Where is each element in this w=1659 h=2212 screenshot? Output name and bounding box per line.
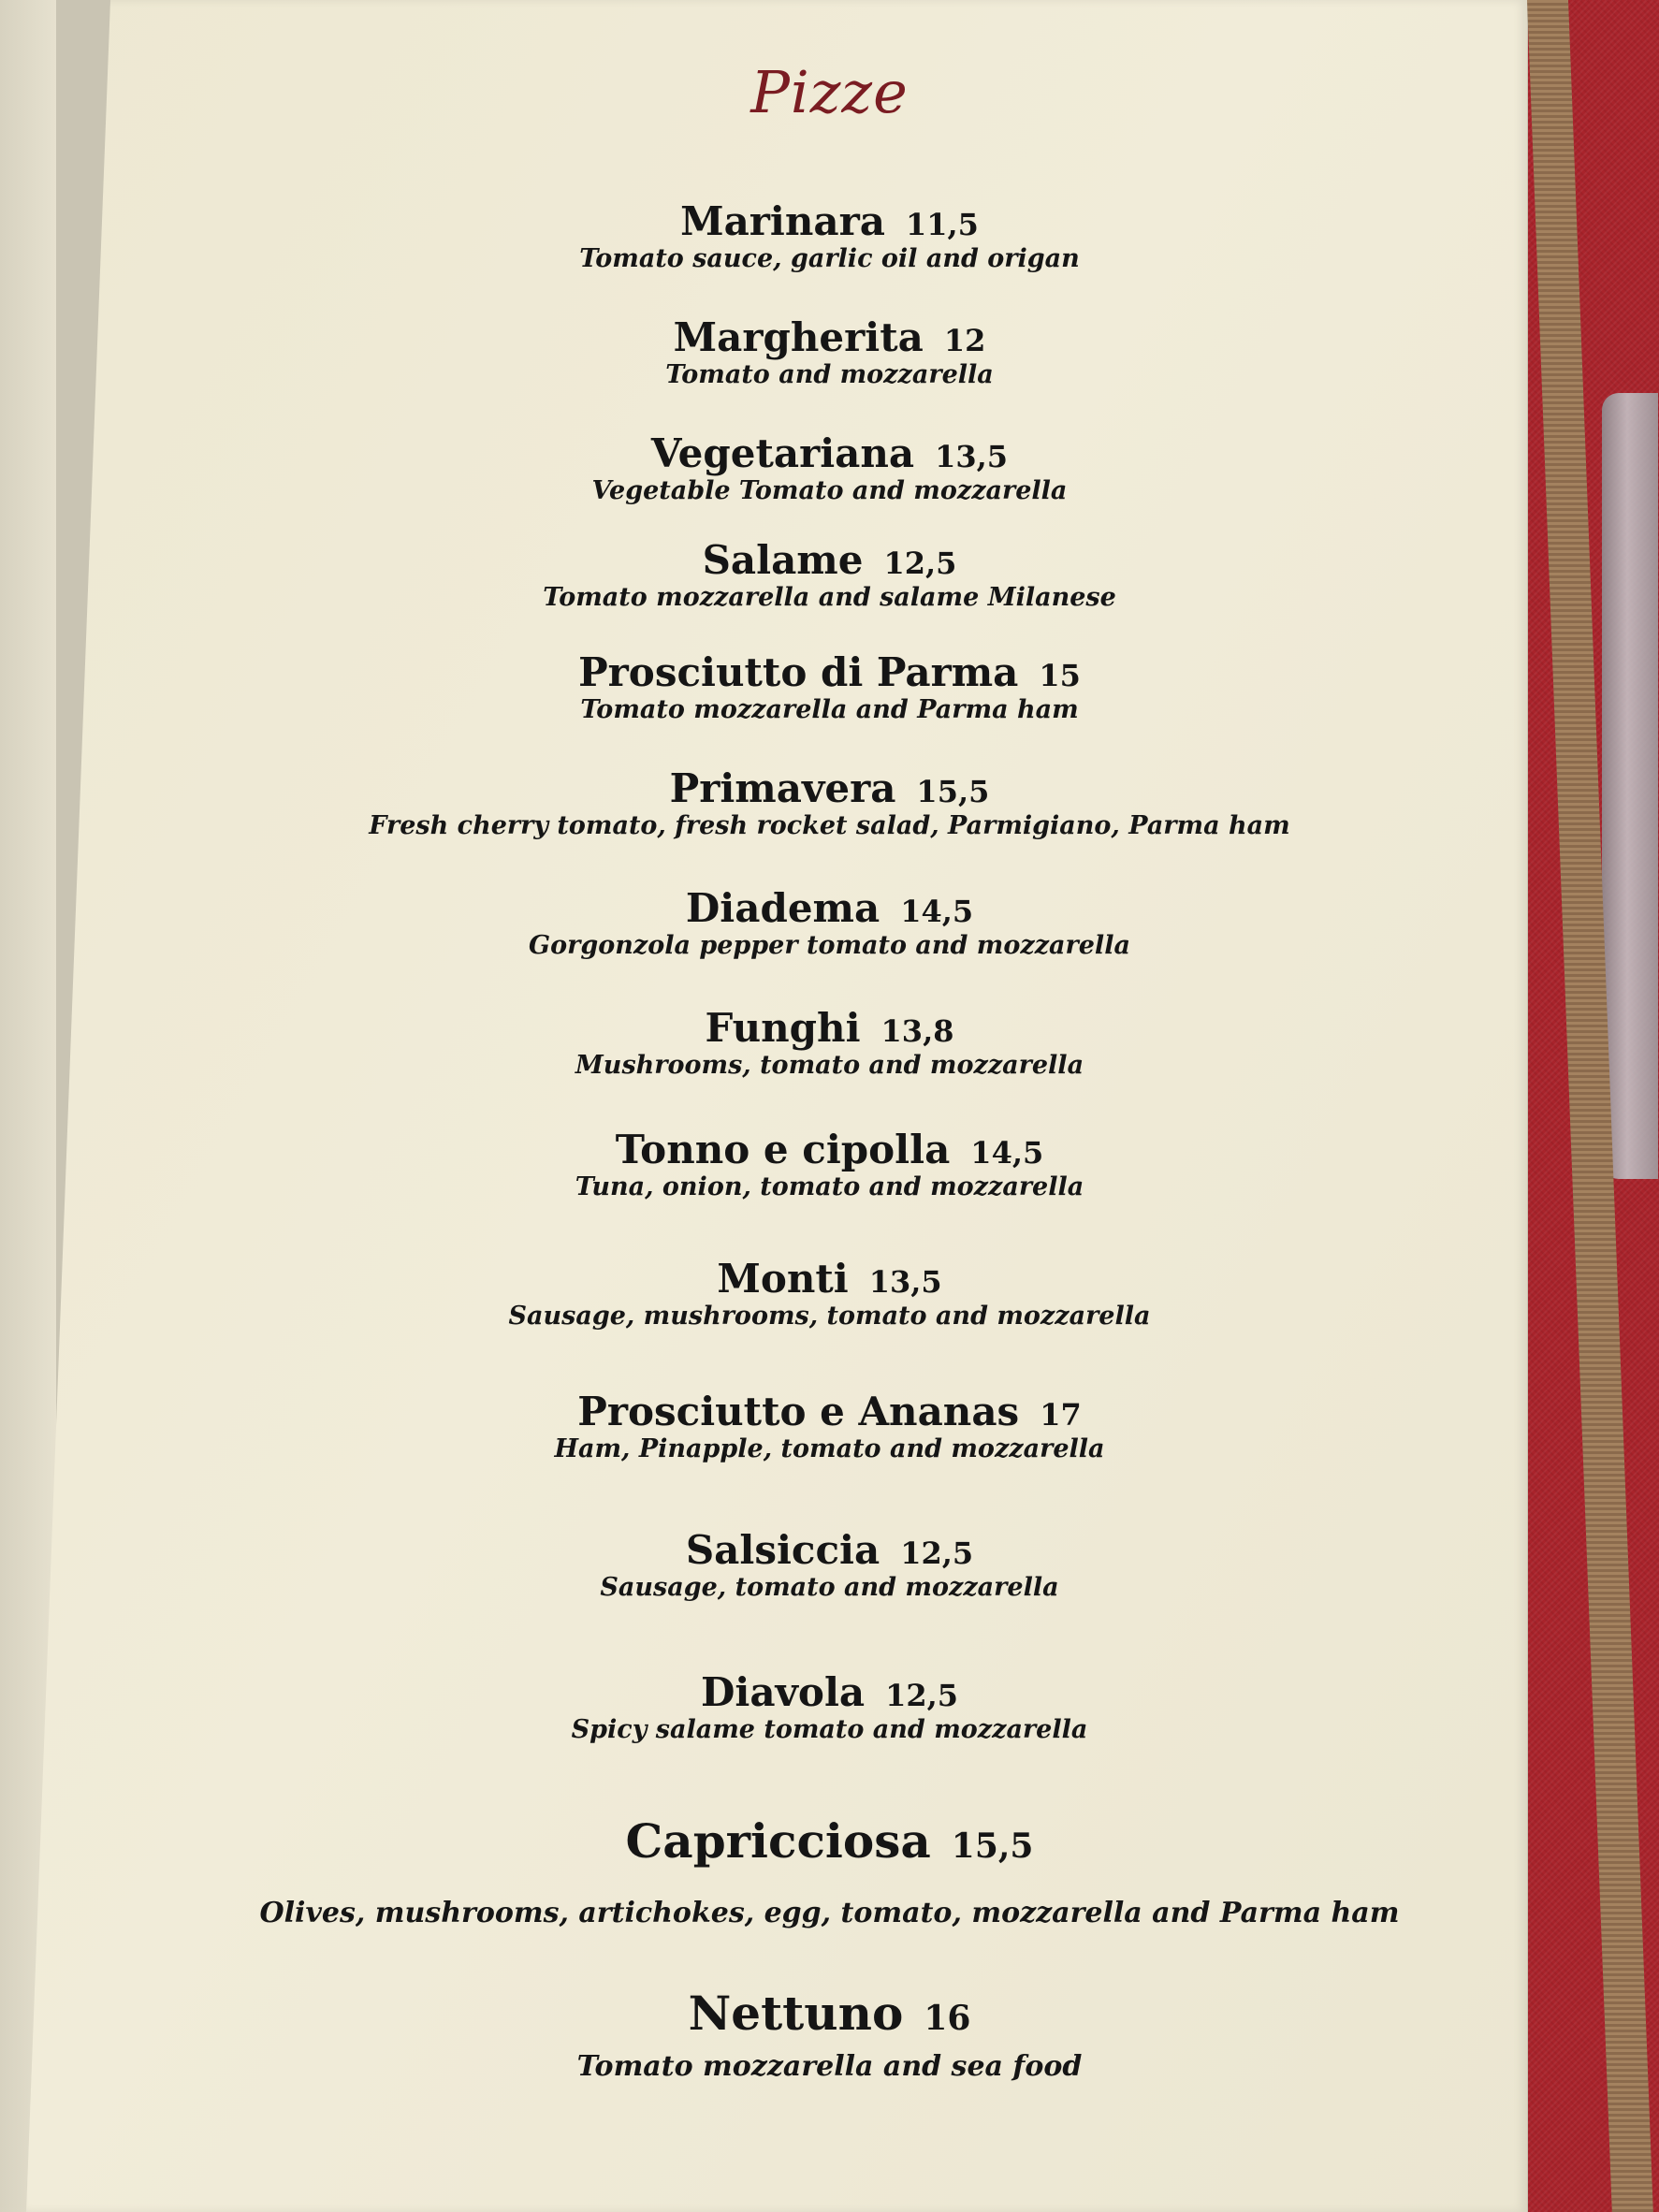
item-name: Prosciutto di Parma: [578, 649, 1019, 695]
item-name: Marinara: [680, 198, 885, 244]
item-description: Tomato and mozzarella: [665, 360, 994, 389]
item-description: Tomato sauce, garlic oil and origan: [579, 244, 1080, 273]
item-description: Sausage, mushrooms, tomato and mozzarella: [508, 1302, 1151, 1331]
item-name: Funghi: [705, 1005, 861, 1051]
item-price: 12,5: [883, 546, 957, 581]
menu-item-capricciosa: [0, 1813, 1659, 1929]
section-title: Pizze: [750, 58, 909, 126]
item-description: Mushrooms, tomato and mozzarella: [575, 1051, 1084, 1080]
item-name: Diadema: [685, 885, 880, 931]
item-description: Olives, mushrooms, artichokes, egg, tomato, mozzarella and Parma ham: [259, 1897, 1400, 1929]
menu-item-margherita: [0, 314, 1659, 389]
item-price: 13,8: [880, 1013, 954, 1049]
menu-item-funghi: [0, 1005, 1659, 1080]
item-name: Margherita: [673, 314, 924, 360]
item-description: Tuna, onion, tomato and mozzarella: [575, 1172, 1084, 1201]
item-description: Sausage, tomato and mozzarella: [600, 1573, 1059, 1602]
item-price: 13,5: [935, 439, 1009, 474]
item-name: Diavola: [700, 1669, 866, 1715]
menu-item-monti: [0, 1256, 1659, 1331]
item-price: 12,5: [885, 1678, 959, 1713]
item-name: Capricciosa: [625, 1813, 931, 1869]
item-description: Ham, Pinapple, tomato and mozzarella: [554, 1434, 1105, 1463]
menu-item-prosciutto-di-parma: [0, 649, 1659, 724]
menu-item-vegetariana: [0, 430, 1659, 505]
menu-item-prosciutto-e-ananas: [0, 1389, 1659, 1463]
menu-item-tonno-e-cipolla: [0, 1127, 1659, 1201]
item-name: Prosciutto e Ananas: [577, 1389, 1020, 1434]
item-price: 17: [1040, 1397, 1082, 1433]
item-price: 15,5: [951, 1826, 1034, 1866]
item-price: 16: [924, 1999, 971, 2038]
item-description: Gorgonzola pepper tomato and mozzarella: [529, 931, 1130, 960]
menu-item-salame: [0, 537, 1659, 612]
item-price: 12,5: [900, 1535, 974, 1571]
item-description: Tomato mozzarella and sea food: [576, 2050, 1083, 2083]
item-description: Vegetable Tomato and mozzarella: [591, 476, 1068, 505]
item-name: Tonno e cipolla: [615, 1127, 951, 1172]
item-description: Tomato mozzarella and Parma ham: [580, 695, 1079, 724]
item-price: 13,5: [868, 1264, 942, 1300]
item-price: 12: [943, 323, 986, 358]
item-description: Fresh cherry tomato, fresh rocket salad, Parmigiano, Parma ham: [369, 811, 1290, 840]
item-name: Salame: [702, 537, 864, 583]
item-price: 15: [1039, 658, 1081, 693]
item-name: Nettuno: [688, 1986, 904, 2041]
item-name: Primavera: [669, 765, 896, 811]
item-description: Tomato mozzarella and salame Milanese: [543, 583, 1116, 612]
menu-item-diavola: [0, 1669, 1659, 1744]
item-name: Salsiccia: [685, 1527, 880, 1573]
item-price: 11,5: [905, 207, 979, 242]
menu-item-marinara: [0, 198, 1659, 273]
menu-item-primavera: [0, 765, 1659, 840]
item-price: 14,5: [900, 894, 974, 929]
menu-item-diadema: [0, 885, 1659, 960]
item-description: Spicy salame tomato and mozzarella: [571, 1715, 1088, 1744]
menu-item-nettuno: [0, 1986, 1659, 2083]
item-name: Monti: [717, 1256, 849, 1302]
item-price: 15,5: [916, 774, 990, 809]
menu-item-salsiccia: [0, 1527, 1659, 1602]
item-price: 14,5: [970, 1135, 1044, 1171]
item-name: Vegetariana: [650, 430, 915, 476]
